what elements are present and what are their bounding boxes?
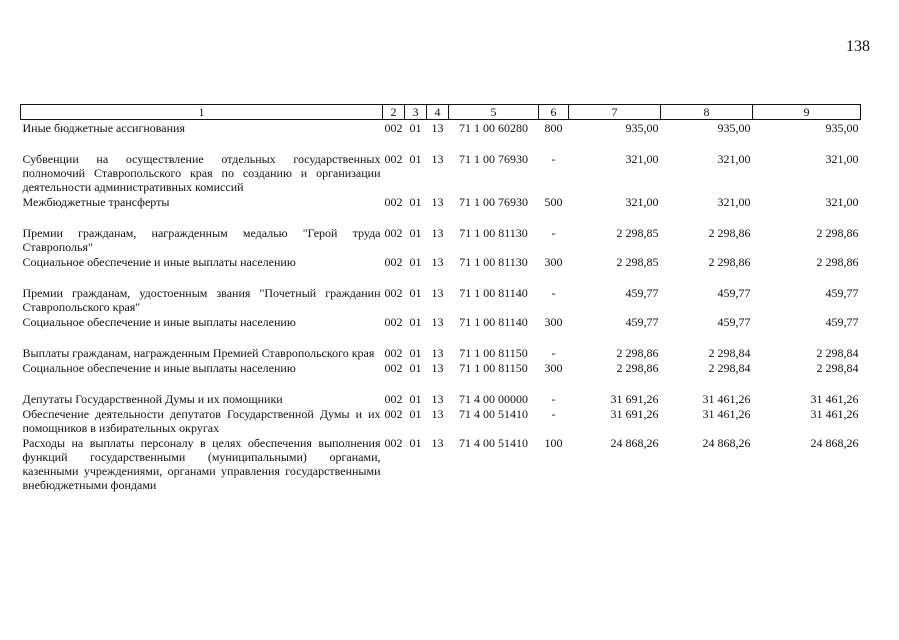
- row-col-4: 13: [431, 315, 444, 329]
- header-row: [21, 105, 861, 120]
- spacer-row: [21, 329, 861, 345]
- row-col-6: 100: [544, 436, 563, 450]
- row-col-3: 01: [409, 121, 422, 135]
- row-name: Премии гражданам, награжденным медалью "Герой труда Ставрополья": [22, 226, 381, 254]
- spacer-row: [21, 375, 861, 391]
- row-col-8: 321,00: [717, 152, 751, 166]
- page-number: 138: [846, 38, 870, 55]
- row-col-2: 002: [384, 361, 403, 375]
- table-row: [21, 194, 861, 209]
- row-col-5: 71 4 00 51410: [459, 436, 528, 450]
- row-col-3: 01: [409, 392, 422, 406]
- row-col-3: 01: [409, 195, 422, 209]
- row-col-8: 2 298,86: [708, 255, 751, 269]
- row-col-4: 13: [431, 121, 444, 135]
- row-col-6: 300: [544, 255, 563, 269]
- row-col-3: 01: [409, 346, 422, 360]
- row-col-3: 01: [409, 255, 422, 269]
- row-col-3: 01: [409, 286, 422, 300]
- header-col-1: 1: [21, 105, 383, 120]
- row-col-8: 31 461,26: [702, 407, 751, 421]
- row-col-5: 71 1 00 81140: [459, 286, 528, 300]
- row-col-5: 71 1 00 81140: [459, 315, 528, 329]
- row-col-4: 13: [431, 346, 444, 360]
- row-col-9: 321,00: [825, 195, 859, 209]
- table-row: [21, 391, 861, 406]
- row-col-9: 2 298,84: [816, 361, 859, 375]
- row-col-6: 800: [544, 121, 563, 135]
- row-name: Депутаты Государственной Думы и их помощники: [22, 392, 283, 406]
- table-row: [21, 435, 861, 492]
- row-col-8: 2 298,86: [708, 226, 751, 240]
- row-col-6: -: [551, 407, 556, 421]
- row-col-2: 002: [384, 436, 403, 450]
- row-col-9: 459,77: [825, 286, 859, 300]
- row-col-6: -: [551, 346, 556, 360]
- row-col-6: 300: [544, 361, 563, 375]
- spacer-row: [21, 135, 861, 151]
- row-col-3: 01: [409, 315, 422, 329]
- row-col-7: 459,77: [625, 286, 659, 300]
- row-col-8: 2 298,84: [708, 346, 751, 360]
- row-name: Иные бюджетные ассигнования: [22, 121, 185, 135]
- row-col-2: 002: [384, 286, 403, 300]
- row-name: Социальное обеспечение и иные выплаты населению: [22, 315, 296, 329]
- table-row: [21, 254, 861, 269]
- spacer-row: [21, 269, 861, 285]
- row-name: Премии гражданам, удостоенным звания "Почетный гражданин Ставропольского края": [22, 286, 381, 314]
- header-col-6: 6: [539, 105, 569, 120]
- row-col-7: 31 691,26: [610, 407, 659, 421]
- table-row: [21, 120, 861, 136]
- row-col-7: 2 298,86: [616, 346, 659, 360]
- row-name: Социальное обеспечение и иные выплаты населению: [22, 255, 296, 269]
- table-row: [21, 406, 861, 435]
- row-col-2: 002: [384, 121, 403, 135]
- row-col-7: 2 298,85: [616, 255, 659, 269]
- row-col-4: 13: [431, 226, 444, 240]
- row-col-8: 459,77: [717, 286, 751, 300]
- row-col-8: 24 868,26: [702, 436, 751, 450]
- row-name: Выплаты гражданам, награжденным Премией Ставропольского края: [22, 346, 375, 360]
- row-col-8: 321,00: [717, 195, 751, 209]
- row-col-5: 71 1 00 81150: [459, 361, 528, 375]
- row-col-4: 13: [431, 286, 444, 300]
- header-col-9: 9: [753, 105, 861, 120]
- row-col-9: 459,77: [825, 315, 859, 329]
- row-col-9: 2 298,86: [816, 255, 859, 269]
- row-col-4: 13: [431, 392, 444, 406]
- row-name: Субвенции на осуществление отдельных государственных полномочий Ставропольского края по созданию и организации деятельности административных комиссий: [22, 152, 381, 194]
- row-col-6: 300: [544, 315, 563, 329]
- header-col-2: 2: [383, 105, 405, 120]
- row-col-9: 321,00: [825, 152, 859, 166]
- row-col-5: 71 1 00 81150: [459, 346, 528, 360]
- row-col-2: 002: [384, 346, 403, 360]
- row-col-9: 31 461,26: [810, 392, 859, 406]
- row-col-6: -: [551, 226, 556, 240]
- header-col-7: 7: [569, 105, 661, 120]
- row-col-7: 2 298,86: [616, 361, 659, 375]
- row-col-4: 13: [431, 436, 444, 450]
- row-col-8: 2 298,84: [708, 361, 751, 375]
- row-col-2: 002: [384, 255, 403, 269]
- header-col-4: 4: [427, 105, 449, 120]
- row-name: Обеспечение деятельности депутатов Государственной Думы и их помощников в избирательных округах: [22, 407, 381, 435]
- table-row: [21, 225, 861, 254]
- row-col-2: 002: [384, 226, 403, 240]
- row-col-3: 01: [409, 152, 422, 166]
- row-col-2: 002: [384, 195, 403, 209]
- row-col-7: 31 691,26: [610, 392, 659, 406]
- row-col-3: 01: [409, 226, 422, 240]
- table-row: [21, 360, 861, 375]
- row-col-7: 2 298,85: [616, 226, 659, 240]
- row-col-5: 71 1 00 60280: [459, 121, 528, 135]
- row-col-5: 71 1 00 76930: [459, 152, 528, 166]
- header-col-5: 5: [449, 105, 539, 120]
- row-col-4: 13: [431, 361, 444, 375]
- row-name: Социальное обеспечение и иные выплаты населению: [22, 361, 296, 375]
- row-col-4: 13: [431, 152, 444, 166]
- row-col-5: 71 4 00 51410: [459, 407, 528, 421]
- row-col-8: 31 461,26: [702, 392, 751, 406]
- row-col-2: 002: [384, 152, 403, 166]
- row-name: Расходы на выплаты персоналу в целях обеспечения выполнения функций государственными (муниципальными) органами, казенными учреждениями, органами управления государственными внебюджетными фондами: [22, 436, 381, 492]
- row-col-3: 01: [409, 436, 422, 450]
- row-col-3: 01: [409, 361, 422, 375]
- row-col-8: 935,00: [717, 121, 751, 135]
- row-col-5: 71 1 00 81130: [459, 226, 528, 240]
- row-col-2: 002: [384, 392, 403, 406]
- header-col-8: 8: [661, 105, 753, 120]
- row-col-6: 500: [544, 195, 563, 209]
- row-col-2: 002: [384, 315, 403, 329]
- table-row: [21, 151, 861, 194]
- row-col-7: 24 868,26: [610, 436, 659, 450]
- header-col-3: 3: [405, 105, 427, 120]
- spacer-row: [21, 209, 861, 225]
- row-col-5: 71 4 00 00000: [459, 392, 528, 406]
- row-col-7: 459,77: [625, 315, 659, 329]
- row-col-9: 31 461,26: [810, 407, 859, 421]
- row-col-6: -: [551, 152, 556, 166]
- row-col-5: 71 1 00 76930: [459, 195, 528, 209]
- row-col-2: 002: [384, 407, 403, 421]
- row-col-9: 2 298,84: [816, 346, 859, 360]
- row-col-3: 01: [409, 407, 422, 421]
- row-col-6: -: [551, 392, 556, 406]
- row-col-7: 321,00: [625, 195, 659, 209]
- row-col-6: -: [551, 286, 556, 300]
- row-col-9: 935,00: [825, 121, 859, 135]
- row-name: Межбюджетные трансферты: [22, 195, 170, 209]
- row-col-4: 13: [431, 407, 444, 421]
- row-col-8: 459,77: [717, 315, 751, 329]
- row-col-5: 71 1 00 81130: [459, 255, 528, 269]
- budget-table: [20, 104, 861, 492]
- table-row: [21, 285, 861, 314]
- row-col-7: 321,00: [625, 152, 659, 166]
- row-col-4: 13: [431, 195, 444, 209]
- table-row: [21, 314, 861, 329]
- row-col-9: 2 298,86: [816, 226, 859, 240]
- row-col-7: 935,00: [625, 121, 659, 135]
- row-col-9: 24 868,26: [810, 436, 859, 450]
- table-row: [21, 345, 861, 360]
- row-col-4: 13: [431, 255, 444, 269]
